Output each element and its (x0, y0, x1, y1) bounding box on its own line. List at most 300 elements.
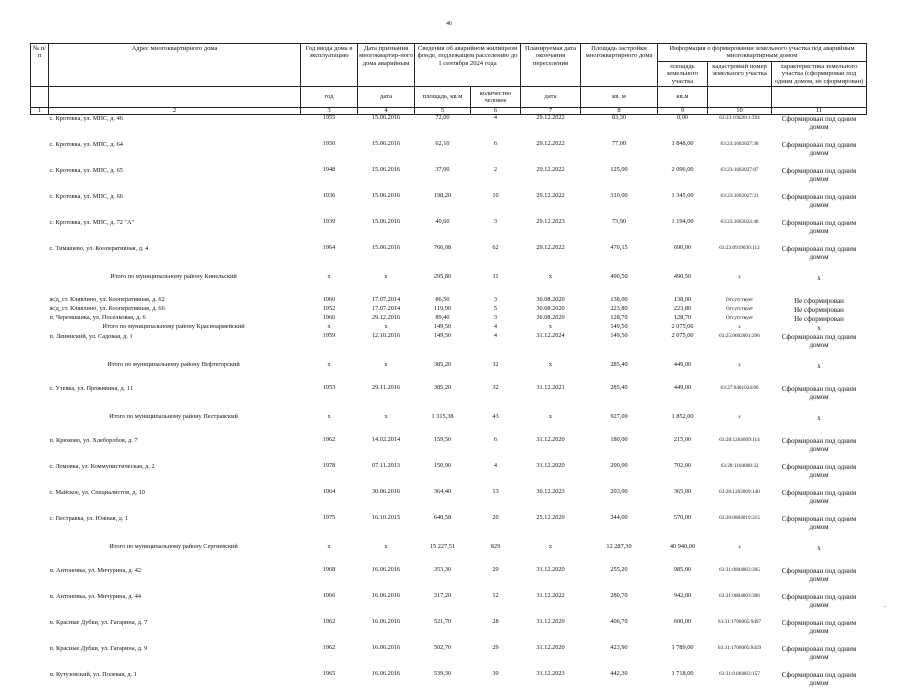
col-num: 10 (708, 108, 772, 115)
total-row (31, 411, 867, 437)
row-build-area: 128,70 (610, 314, 628, 321)
row-year: 1939 (322, 218, 336, 225)
table-header (31, 44, 867, 115)
row-area: 640,58 (433, 514, 452, 521)
row-build-area: 442,30 (610, 670, 628, 677)
row-emergency-date: 17.07.2014 (371, 296, 401, 303)
row-land-status: Сформирован под одним домом (781, 218, 857, 235)
row-emergency-date: 16.06.2016 (371, 618, 401, 625)
total-row (31, 359, 867, 385)
row-number (31, 463, 49, 489)
row-land-status: Сформирован под одним домом (781, 566, 857, 583)
row-cadastral: 63:25:0602001:296 (719, 332, 760, 339)
row-build-area: 149,50 (610, 323, 628, 330)
row-land-status: Сформирован под одним домом (781, 514, 857, 531)
row-build-area: 180,00 (610, 436, 628, 443)
row-build-area: 280,70 (610, 592, 628, 599)
row-land-area: 1 718,00 (671, 670, 694, 677)
row-build-area: 83,30 (611, 114, 627, 122)
row-address: п. Антоновка, ул. Мичурина, д. 44 (49, 592, 142, 600)
row-number (31, 219, 49, 245)
row-emergency-date: 16.06.2016 (371, 670, 401, 677)
row-build-area: 149,50 (610, 332, 628, 339)
row-land-area: 1 848,00 (671, 140, 694, 147)
row-people: 43 (492, 412, 499, 420)
row-cadastral: x (738, 273, 741, 280)
table-row (31, 245, 867, 271)
row-resettle-date: 31.12.2021 (536, 384, 565, 391)
row-address: п. Красные Дубки, ул. Гагарина, д. 9 (49, 644, 148, 652)
row-area: 317,20 (433, 592, 452, 599)
row-number (31, 385, 49, 411)
row-resettle-date: 29.12.2022 (536, 166, 565, 173)
col-num: 1 (31, 108, 49, 115)
row-cadastral: 63:31:0804003:306 (719, 592, 760, 599)
row-land-status: x (817, 413, 821, 422)
table-row (31, 463, 867, 489)
unit-year: год (301, 87, 358, 108)
row-land-area: 215,00 (673, 436, 692, 443)
row-number (31, 411, 49, 437)
col-num: 11 (772, 108, 867, 115)
row-land-area: 223,80 (673, 305, 692, 312)
row-emergency-date: x (384, 323, 388, 330)
row-land-status: Сформирован под одним домом (781, 592, 857, 609)
table-row (31, 619, 867, 645)
row-year: 1962 (322, 436, 336, 443)
row-emergency-date: 16.10.2015 (371, 514, 401, 521)
row-land-status: Сформирован под одним домом (781, 488, 857, 505)
row-emergency-date: 15.06.2016 (371, 218, 401, 225)
col-num: 4 (358, 108, 415, 115)
header-land-info: Информация о формировании земельного участка под аварийным многоквартирным домом (658, 44, 867, 62)
row-emergency-date: 12.10.2016 (371, 332, 401, 339)
row-area: 37,00 (435, 166, 450, 173)
row-area: 150,90 (433, 462, 452, 469)
row-number (31, 515, 49, 541)
row-resettle-date: 30.08.2020 (536, 296, 565, 303)
header-address: Адрес многоквартирного дома (49, 44, 301, 87)
row-land-status: x (817, 543, 821, 552)
row-address: п. Черемшанка, ул. Поселковая, д. 6 (49, 314, 146, 321)
row-number (31, 315, 49, 324)
table-row (31, 385, 867, 411)
row-cadastral: 63:31:0804003:305 (719, 566, 760, 573)
row-number (31, 271, 49, 297)
row-emergency-date: 14.02.2014 (371, 436, 401, 443)
row-year: 1952 (322, 305, 336, 312)
row-address: с. Кротовка, ул. МПС, д. 46 (49, 115, 123, 123)
row-land-area: 449,00 (673, 384, 692, 391)
row-land-area: 138,00 (673, 296, 692, 303)
row-build-area: 223,80 (610, 305, 628, 312)
row-build-area: 285,40 (610, 384, 628, 391)
row-build-area: 927,00 (610, 412, 628, 420)
row-build-area: 423,90 (610, 644, 628, 651)
total-row (31, 271, 867, 297)
table-row (31, 297, 867, 306)
row-land-status: Сформирован под одним домом (781, 384, 857, 401)
row-land-area: 2 096,00 (671, 166, 694, 173)
row-cadastral: 63:28:1202009:140 (719, 488, 760, 495)
row-people: 829 (490, 542, 501, 550)
row-land-area: 0,00 (676, 114, 689, 122)
row-land-area: 2 075,00 (671, 332, 694, 339)
row-area: 62,10 (435, 140, 450, 147)
row-land-area: 985,00 (673, 566, 692, 573)
row-number (31, 333, 49, 359)
row-year: x (327, 272, 331, 280)
row-cadastral: Отсутствует (725, 296, 754, 303)
col-num: 6 (471, 108, 521, 115)
row-area: 149,50 (433, 332, 452, 339)
row-number (31, 141, 49, 167)
unit-planned-date: дата (521, 87, 581, 108)
row-people: 11 (492, 272, 499, 280)
row-address: с. Кротовка, ул. МПС, д. 72 "А" (49, 218, 135, 226)
row-cadastral: 63:23:1602024:40 (720, 218, 759, 225)
row-cadastral: x (738, 323, 741, 330)
row-number (31, 359, 49, 385)
row-resettle-date: 31.12.2020 (536, 644, 565, 651)
row-people: 4 (493, 462, 498, 469)
row-emergency-date: 16.06.2016 (371, 566, 401, 573)
row-cadastral: x (738, 413, 741, 420)
table-row (31, 115, 867, 141)
row-year: 1975 (322, 514, 336, 521)
row-land-area: 1 194,00 (671, 218, 694, 225)
row-area: 1 315,38 (431, 412, 454, 420)
row-cadastral: 63:23:1602027:87 (720, 166, 759, 173)
row-number (31, 489, 49, 515)
col-num: 8 (581, 108, 658, 115)
row-land-status: Сформирован под одним домом (781, 436, 857, 453)
table-row (31, 167, 867, 193)
row-resettle-date: 29.12.2023 (536, 218, 565, 225)
row-area: 89,40 (435, 314, 450, 321)
table-row (31, 193, 867, 219)
row-area: 539,30 (433, 670, 452, 677)
row-year: 1968 (322, 566, 336, 573)
table-row (31, 593, 867, 619)
row-number (31, 245, 49, 271)
row-emergency-date: 07.11.2013 (371, 462, 401, 469)
row-resettle-date: 31.12.2022 (536, 592, 565, 599)
row-land-status: Сформирован под одним домом (781, 140, 857, 157)
row-land-status: Сформирован под одним домом (781, 644, 857, 661)
row-year: x (327, 542, 331, 550)
row-emergency-date: x (384, 360, 388, 368)
header-land-status: характеристика земельного участка (сформирован под одним домом, не сформирован) (772, 61, 867, 86)
row-resettle-date: 30.08.2020 (536, 314, 565, 321)
table-row (31, 306, 867, 315)
table-row (31, 315, 867, 324)
row-resettle-date: 31.12.2024 (536, 332, 565, 339)
row-area: 159,50 (433, 436, 452, 443)
row-land-area: 490,50 (673, 272, 692, 280)
col-num: 3 (301, 108, 358, 115)
col-num: 9 (658, 108, 708, 115)
row-build-area: 77,00 (611, 140, 627, 147)
row-land-area: 2 075,00 (671, 323, 694, 330)
row-people: 30 (492, 670, 499, 677)
row-build-area: 406,70 (610, 618, 628, 625)
row-area: 149,50 (433, 323, 452, 330)
row-people: 2 (493, 166, 498, 173)
row-resettle-date: x (548, 272, 553, 280)
row-build-area: 12 287,30 (606, 542, 632, 550)
row-address: с. Утевка, ул. Проживина, д. 11 (49, 384, 133, 392)
row-people: 32 (492, 384, 499, 391)
row-address: с. Тимашево, ул. Кооперативная, д. 4 (49, 244, 149, 252)
unit-date: дата (358, 87, 415, 108)
table-row (31, 515, 867, 541)
row-land-status: Не сформирован (794, 305, 844, 314)
row-resettle-date: x (548, 542, 553, 550)
row-land-area: 449,00 (673, 360, 692, 368)
table-row (31, 437, 867, 463)
row-resettle-date: 30.08.2020 (536, 305, 565, 312)
row-emergency-date: x (384, 412, 388, 420)
row-number (31, 645, 49, 671)
row-year: 1948 (322, 166, 336, 173)
row-people: 6 (493, 436, 498, 443)
row-year: x (327, 412, 331, 420)
table-row (31, 333, 867, 359)
row-build-area: 285,40 (610, 360, 628, 368)
row-year: 1978 (322, 462, 336, 469)
row-resettle-date: 25.12.2020 (536, 514, 565, 521)
row-number (31, 437, 49, 463)
row-cadastral: x (738, 361, 741, 368)
row-resettle-date: x (548, 412, 553, 420)
row-build-area: 310,00 (610, 192, 628, 199)
row-people: 4 (493, 332, 498, 339)
row-cadastral: 63:31:1706005:9459 (717, 644, 762, 651)
col-num: 2 (49, 108, 301, 115)
row-area: 295,80 (433, 272, 452, 280)
row-emergency-date: 16.06.2016 (371, 592, 401, 599)
row-build-area: 470,15 (610, 244, 628, 251)
total-row (31, 541, 867, 567)
row-people: 28 (492, 618, 499, 625)
row-land-area: 365,00 (673, 488, 692, 495)
row-cadastral: x (738, 543, 741, 550)
row-land-status: Сформирован под одним домом (781, 166, 857, 183)
row-area: 364,40 (433, 488, 452, 495)
row-people: 12 (492, 592, 499, 599)
row-year: 1962 (322, 644, 336, 651)
row-cadastral: 63:23:0919030:112 (719, 244, 760, 251)
row-resettle-date: 29.12.2022 (536, 114, 565, 122)
row-land-area: 1 789,00 (671, 644, 694, 651)
row-build-area: 200,00 (610, 462, 628, 469)
row-area: 385,20 (433, 384, 452, 391)
row-people: 32 (492, 360, 499, 368)
row-address: Итого по муниципальному району Красноармейский (102, 323, 245, 330)
row-people: 5 (493, 305, 498, 312)
row-people: 20 (492, 514, 499, 521)
row-emergency-date: 15.06.2016 (371, 166, 401, 173)
row-address: п. Кутузовский, ул. Полевая, д. 1 (49, 670, 137, 678)
row-year: 1962 (322, 618, 336, 625)
row-area: 86,50 (435, 296, 450, 303)
row-cadastral: 63:31:0106003:157 (719, 670, 760, 677)
row-emergency-date: 15.06.2016 (371, 114, 401, 122)
col-num: 7 (521, 108, 581, 115)
row-build-area: 255,20 (610, 566, 628, 573)
row-address: Итого по муниципальному району Кинельский (110, 272, 237, 280)
row-land-status: Сформирован под одним домом (781, 618, 857, 635)
row-emergency-date: 15.06.2016 (371, 244, 401, 251)
row-resettle-date: 31.12.2020 (536, 436, 565, 443)
row-resettle-date: 31.12.2020 (536, 462, 565, 469)
row-year: x (327, 323, 331, 330)
header-year: Год ввода дома в эксплуатацию (301, 44, 358, 87)
row-emergency-date: 16.06.2016 (371, 644, 401, 651)
row-area: 502,70 (433, 644, 452, 651)
row-land-status: Сформирован под одним домом (781, 332, 857, 349)
row-area: 72,00 (435, 114, 450, 122)
row-resettle-date: 29.12.2022 (536, 244, 565, 251)
row-address: с. Пестравка, ул. Южная, д. 1 (49, 514, 129, 522)
row-land-area: 690,00 (673, 244, 692, 251)
row-area: 521,70 (433, 618, 452, 625)
col-num: 5 (415, 108, 471, 115)
table-row (31, 671, 867, 697)
row-resettle-date: 31.12.2020 (536, 566, 565, 573)
row-land-status: Сформирован под одним домом (781, 462, 857, 479)
row-people: 13 (492, 488, 499, 495)
row-land-area: 942,00 (673, 592, 692, 599)
total-row (31, 324, 867, 333)
header-number: № п/п (31, 44, 49, 87)
row-area: 353,30 (433, 566, 452, 573)
row-number (31, 193, 49, 219)
row-people: 4 (493, 114, 498, 122)
header-land-area: площадь земельного участка (658, 61, 708, 86)
row-address: Итого по муниципальному району Нефтегорский (107, 360, 240, 368)
row-year: 1960 (322, 296, 336, 303)
header-cadastral: кадастровый номер земельного участка (708, 61, 772, 86)
unit-area: площадь, кв.м (415, 87, 471, 108)
row-address: п. Красные Дубки, ул. Гагарина, д. 7 (49, 618, 148, 626)
row-people: 6 (493, 140, 498, 147)
row-build-area: 73,90 (611, 218, 627, 225)
row-people: 3 (493, 218, 498, 225)
row-number (31, 619, 49, 645)
header-planned-date: Планируемая дата окончания переселения (521, 44, 581, 87)
scan-mark: - (884, 604, 886, 610)
row-number (31, 297, 49, 306)
row-address: с. Кротовка, ул. МПС, д. 65 (49, 166, 123, 174)
row-address: ж/д_ст. Клявлино, ул. Кооперативная, д. 62 (49, 296, 165, 303)
row-land-area: 702,00 (673, 462, 692, 469)
row-year: 1953 (322, 384, 336, 391)
row-people: 3 (493, 296, 498, 303)
row-year: 1959 (322, 332, 336, 339)
row-year: 1966 (322, 592, 336, 599)
table-body (31, 115, 867, 697)
row-number (31, 567, 49, 593)
row-people: 20 (492, 566, 499, 573)
row-people: 10 (492, 192, 499, 199)
row-year: 1964 (322, 244, 336, 251)
row-address: с. Ломовка, ул. Коммунистическая, д. 2 (49, 462, 155, 470)
unit-land-area: кв.м (658, 87, 708, 108)
row-number (31, 167, 49, 193)
row-area: 119,90 (433, 305, 452, 312)
row-emergency-date: 29.11.2016 (371, 384, 401, 391)
row-land-status: Не сформирован (794, 296, 844, 305)
row-land-area: 1 345,00 (671, 192, 694, 199)
row-land-status: x (817, 361, 821, 370)
row-emergency-date: x (384, 542, 388, 550)
table-row (31, 645, 867, 671)
row-cadastral: 63:23:1602011:394 (719, 115, 760, 122)
row-build-area: 490,50 (610, 272, 628, 280)
row-year: 1955 (322, 114, 336, 122)
row-year: 1950 (322, 140, 336, 147)
header-housing-info: Сведения об аварийном жилищном фонде, подлежащем расселению до 1 сентября 2024 года (415, 44, 521, 87)
row-number (31, 306, 49, 315)
row-area: 198,20 (433, 192, 452, 199)
row-year: 1960 (322, 314, 336, 321)
row-land-status: Не сформирован (794, 314, 844, 323)
row-cadastral: 63:28:0804019:315 (719, 514, 760, 521)
row-land-area: 600,00 (673, 618, 692, 625)
row-year: 1965 (322, 670, 336, 677)
row-resettle-date: 29.12.2022 (536, 192, 565, 199)
row-emergency-date: 17.07.2014 (371, 305, 401, 312)
row-emergency-date: 29.12.2016 (371, 314, 401, 321)
row-build-area: 344,00 (610, 514, 628, 521)
row-address: п. Антоновка, ул. Мичурина, д. 42 (49, 566, 142, 574)
row-land-area: 1 852,00 (671, 412, 694, 420)
unit-build-area: кв. м (581, 87, 658, 108)
row-area: 385,20 (433, 360, 452, 368)
header-build-area: Площадь застройки многоквартирного дома (581, 44, 658, 87)
row-address: Итого по муниципальному району Пестравский (109, 412, 238, 420)
row-land-area: 128,70 (673, 314, 692, 321)
row-build-area: 203,00 (610, 488, 628, 495)
row-emergency-date: 30.06.2016 (371, 488, 401, 495)
row-build-area: 138,00 (610, 296, 628, 303)
row-build-area: 125,00 (610, 166, 628, 173)
housing-register-table (30, 43, 867, 697)
row-area: 40,60 (435, 218, 450, 225)
row-resettle-date: x (548, 323, 553, 330)
row-address: Итого по муниципальному району Сергиевский (109, 542, 238, 550)
row-area: 15 227,51 (429, 542, 456, 550)
row-address: с. Кротовка, ул. МПС, д. 64 (49, 140, 123, 148)
row-land-status: Сформирован под одним домом (781, 192, 857, 209)
row-cadastral: Отсутствует (725, 314, 754, 321)
row-emergency-date: 15.06.2016 (371, 192, 401, 199)
row-emergency-date: x (384, 272, 388, 280)
row-cadastral: 63:23:1602027:38 (720, 140, 759, 147)
row-cadastral: 63:23:1602027:31 (720, 192, 759, 199)
row-land-status: x (817, 323, 821, 332)
row-land-status: Сформирован под одним домом (781, 670, 857, 687)
row-people: 62 (492, 244, 499, 251)
row-area: 766,08 (433, 244, 452, 251)
row-land-area: 570,00 (673, 514, 692, 521)
row-address: с. Майское, ул. Специалистов, д. 10 (49, 488, 145, 496)
row-year: 1936 (322, 192, 336, 199)
row-resettle-date: x (548, 360, 553, 368)
row-people: 29 (492, 644, 499, 651)
